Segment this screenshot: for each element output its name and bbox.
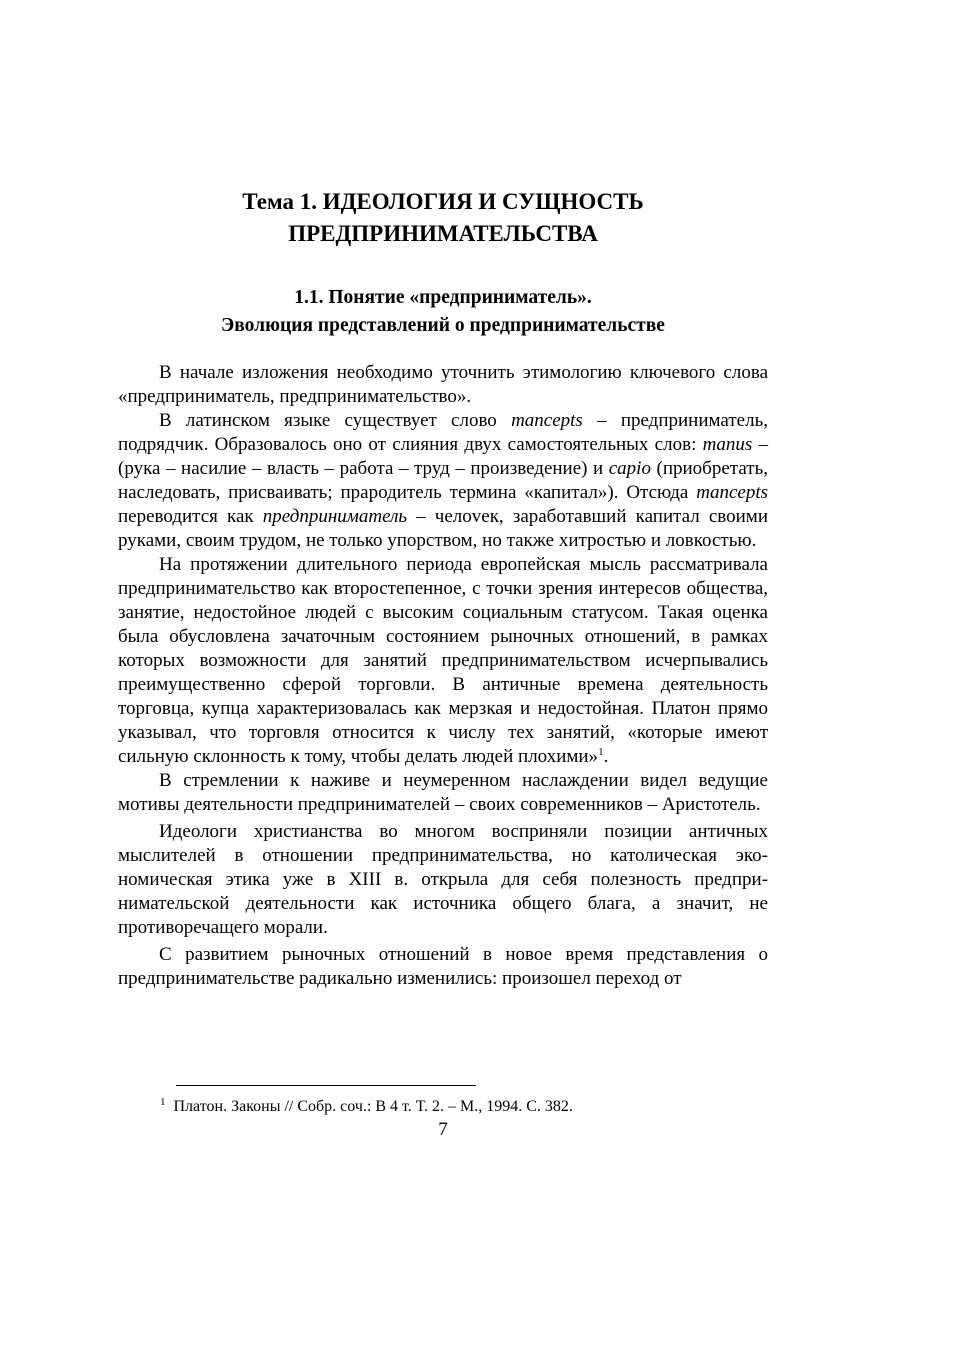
footnote-text: Платон. Законы // Собр. соч.: В 4 т. Т. 2. – М., 1994. С. 382.: [173, 1098, 573, 1115]
section-title-line-1: 1.1. Понятие «предприниматель».: [294, 287, 592, 308]
p2-term-mancepts-2: mancepts: [696, 482, 768, 503]
page-number: 7: [438, 1119, 448, 1140]
p2-term-manus: manus: [702, 434, 753, 455]
p2-text-6: – челоvек, заработавший капитал своими руками, своим трудом, не только упорством, но также хитростью и ловкостью.: [118, 506, 768, 551]
paragraph-2: [118, 409, 768, 553]
p2-text-1: В латинском языке существует слово: [159, 410, 512, 431]
p2-text-3: – (рука – насилие – власть – работа – труд – произведение) и: [118, 434, 768, 479]
footnote-marker: 1: [160, 1096, 166, 1108]
p3-end: .: [603, 746, 609, 767]
p2-text-2: – предприниматель, подрядчик. Образовалось оно от слияния двух самостоятельных слов:: [118, 410, 768, 455]
footnote-separator: [176, 1085, 476, 1086]
footnote: [160, 1096, 770, 1118]
p3-text: На протяжении длительного периода европейская мысль рассматривала предпринимательство как второстепенное, с точки зрения интересов общества, занятие, недостойное людей с высоким социальным статусом. Такая оценка была обусловлена зачаточным состоянием рыночных отношений, в рамках которых возможности для занятий предпринимательством исчерпывались преимущественно сферой торговли. В античные времена деятельность торговца, купца характеризовалась как мерзкая и недостойная. Платон прямо указывал, что торговля относится к числу тех занятий, «которые имеют сильную склонность к тому, чтобы делать людей плохими»: [118, 554, 768, 767]
section-title: [118, 284, 768, 340]
chapter-title: [118, 186, 768, 250]
p2-term-mancepts: mancepts: [511, 410, 583, 431]
p2-term-predprinimatel: предприниматель: [262, 506, 408, 527]
paragraph-4: В стремлении к наживе и неумеренном наслаждении видел ведущие мотивы деятельности предпринимателей – своих современников – Аристотель.: [118, 770, 768, 815]
paragraph-6: С развитием рыночных отношений в новое время представления о предпринимательстве радикально изменились: произошел переход от: [118, 944, 768, 989]
chapter-title-line-2: ПРЕДПРИНИМАТЕЛЬСТВА: [288, 221, 598, 246]
paragraph-1: В начале изложения необходимо уточнить этимологию ключевого слова «предприниматель, предпринимательство».: [118, 362, 768, 407]
paragraph-5: Идеологи христианства во многом восприняли позиции античных мыслителей в отношении предпринимательства, но католическая экономическая этика уже в XIII в. открыла для себя полезность предпринимательской деятельности как источника общего блага, а значит, не противоречащего морали.: [118, 821, 768, 938]
p2-text-5: переводится как: [118, 506, 263, 527]
p2-term-capio: capio: [608, 458, 651, 479]
section-title-line-2: Эволюция представлений о предпринимательстве: [221, 315, 665, 336]
footnote-reference[interactable]: 1: [598, 746, 604, 758]
chapter-title-line-1: Тема 1. ИДЕОЛОГИЯ И СУЩНОСТЬ: [242, 189, 644, 214]
p2-text-4: (приобретать, наследовать, присваивать; прародитель термина «капитал»). Отсюда: [118, 458, 768, 503]
body-text: [118, 361, 768, 991]
paragraph-3: [118, 553, 768, 769]
